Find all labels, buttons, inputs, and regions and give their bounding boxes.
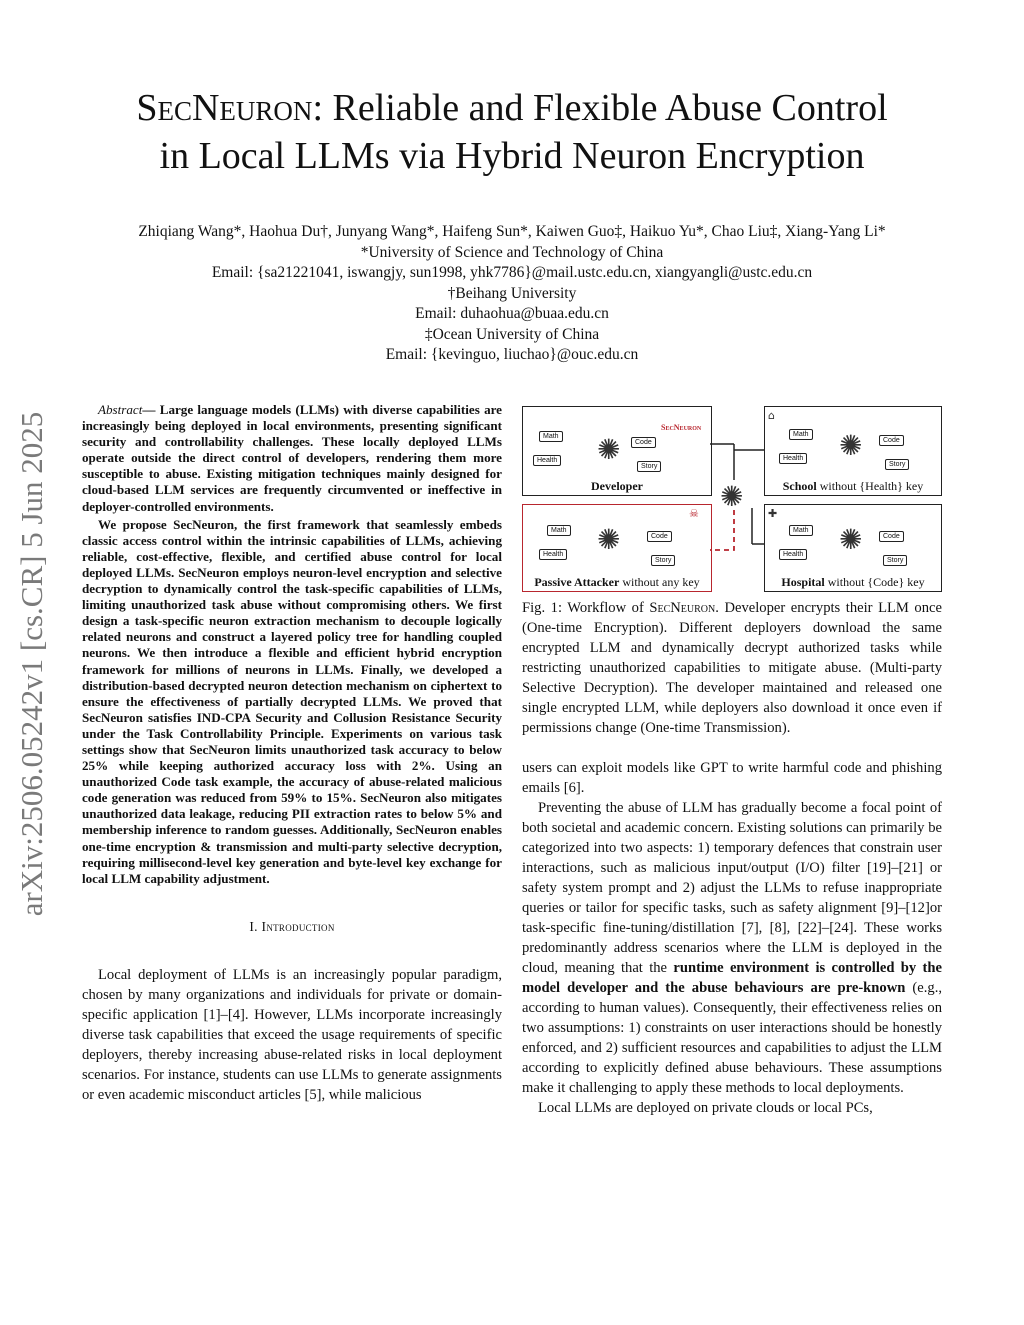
- llm-knot-icon: ✺: [597, 433, 621, 466]
- school-task-health: Health: [779, 453, 807, 464]
- section-title: Introduction: [261, 918, 335, 934]
- llm-knot-icon: ✺: [839, 523, 863, 556]
- developer-panel: [522, 406, 712, 496]
- figure-caption: [522, 598, 942, 738]
- arxiv-stamp: arXiv:2506.05242v1 [cs.CR] 5 Jun 2025: [14, 411, 49, 917]
- email-1: Email: {sa21221041, iswangjy, sun1998, yhk7786}@mail.ustc.edu.cn, xiangyangli@ustc.edu.cn: [211, 264, 813, 281]
- attacker-task-code: Code: [647, 531, 672, 542]
- title-line2: in Local LLMs via Hybrid Neuron Encryption: [159, 135, 865, 177]
- school-task-math: Math: [789, 429, 813, 440]
- email-3: Email: {kevinguo, liuchao}@ouc.edu.cn: [385, 346, 639, 363]
- right-column: [522, 598, 942, 1118]
- author-names: Zhiqiang Wang*, Haohua Du†, Junyang Wang*, Haifeng Sun*, Kaiwen Guo‡, Haikuo Yu*, Chao Liu‡, Xiang-Yang Li*: [138, 223, 886, 240]
- attacker-task-math: Math: [547, 525, 571, 536]
- school-rest: without {Health} key: [816, 479, 924, 493]
- caption-text: . Developer encrypts their LLM once (One-time Encryption). Different deployers download the same encrypted LLM and dynamically decrypt authorized tasks while restricting unauthorized capabilities to mitigate abuse. (Multi-party Selective Decryption). The developer maintained and released one single encrypted LLM, while deployers also download it once even if permissions change (One-time Transmission).: [522, 600, 942, 736]
- abstract-p2: We propose SecNeuron, the first framework that seamlessly embeds classic access control within the intrinsic capabilities of LLMs, achieving reliable, cost-effective, flexible, and certified abuse control for local deployed LLMs. SecNeuron employs neuron-level encryption and selective decryption to dynamically control the task-specific capabilities of LLMs, limiting unauthorized task abuse without compromising others. We first design a task-specific neuron extraction mechanism to decouple logically related neurons and construct a layered policy tree for handling coupled neurons. We then introduce a flexible and efficient hybrid encryption framework for millions of neurons in LLMs. Finally, we developed a distribution-based decrypted neuron detection mechanism on ciphertext to ensure the effectiveness of partially decrypted LLMs. We proved that SecNeuron satisfies IND-CPA Security and Collusion Resistance Security under the Task Controllability Principle. Experiments on various task settings show that SecNeuron limits unauthorized task accuracy to below 25% while keeping authorized accuracy loss with 2%. Using an unauthorized Code task example, the accuracy of abuse-related malicious code generation was reduced from 59% to 15%. SecNeuron also mitigates unauthorized data leakage, reducing PII extraction rates to below 5% and membership inference to random guesses. Additionally, SecNeuron enables one-time encryption & transmission and multi-party selective decryption, requiring millisecond-level key generation and byte-level key exchange for local LLM capability adjustment.: [82, 516, 502, 886]
- caption-label: Fig. 1: Workflow of: [522, 600, 650, 616]
- school-panel: [764, 406, 942, 496]
- attacker-task-health: Health: [539, 549, 567, 560]
- hospital-caption: [765, 575, 941, 590]
- school-task-story: Story: [885, 459, 909, 470]
- attacker-task-story: Story: [651, 555, 675, 566]
- attacker-rest: without any key: [619, 575, 700, 589]
- left-column: [82, 402, 502, 1105]
- p2-b: (e.g., according to human values). Consequently, their effectiveness relies on two assumptions: 1) constraints on user interactions should be honestly enforced, and 2) sufficient resources and capabilities to adjust the LLM according to explicitly defined abuse behaviours. These assumptions make it challenging to apply these methods to local deployments.: [522, 980, 942, 1096]
- author-block: [60, 222, 964, 366]
- attacker-caption: [523, 575, 711, 590]
- figure-1: [522, 404, 944, 592]
- affiliation-1: *University of Science and Technology of China: [360, 243, 664, 261]
- school-caption: [765, 479, 941, 494]
- hospital-task-math: Math: [789, 525, 813, 536]
- school-label: School: [782, 479, 817, 493]
- developer-label: Developer: [591, 479, 643, 493]
- attacker-panel: [522, 504, 712, 592]
- task-code: Code: [631, 437, 656, 448]
- hospital-task-story: Story: [883, 555, 907, 566]
- school-task-code: Code: [879, 435, 904, 446]
- paper-title: [60, 84, 964, 180]
- encrypted-llm-icon: ✺: [720, 480, 744, 513]
- hospital-rest: without {Code} key: [824, 575, 925, 589]
- p2-bold: runtime environment is controlled by the model developer and the abuse behaviours are pre-known: [522, 960, 943, 996]
- hospital-icon: ✚: [768, 507, 778, 520]
- affiliation-2: †Beihang University: [447, 284, 577, 302]
- school-icon: ⌂: [768, 409, 775, 422]
- task-story: Story: [637, 461, 661, 472]
- intro-paragraph-3: Local LLMs are deployed on private clouds or local PCs,: [538, 1100, 873, 1116]
- abstract-p1: [82, 402, 502, 515]
- attacker-icon: ☠: [689, 507, 699, 520]
- hospital-task-code: Code: [879, 531, 904, 542]
- task-health: Health: [533, 455, 561, 466]
- abstract-text-1: — Large language models (LLMs) with diverse capabilities are increasingly being deployed in local environments, presenting significant security and controllability challenges. These locally deployed LLMs operate outside the direct control of developers, rendering them more susceptible to abuse. Existing mitigation techniques mainly designed for cloud-based LLM services are frequently circumvented or ineffective in deployer-controlled environments.: [82, 402, 502, 514]
- arrow-to-attacker: [710, 510, 734, 550]
- p2-a: Preventing the abuse of LLM has gradually become a focal point of both societal and academic concern. Existing solutions can primarily be categorized into two aspects: 1) temporary defences that constrain user interactions, such as malicious input/output (I/O) filter [19]–[21] or safety system prompt and 2) adjust the LLMs to refuse inappropriate queries or tailor for specific tasks, such as safety alignment [9]–[12]or task-specific fine-tuning/distillation [7], [8], [22]–[24]. These works predominantly address scenarios where the LLM is deployed in the cloud, meaning that the: [522, 800, 942, 976]
- task-math: Math: [539, 431, 563, 442]
- email-2: Email: duhaohua@buaa.edu.cn: [415, 305, 609, 322]
- section-heading: [82, 917, 502, 937]
- title-sc: SecNeuron: [136, 87, 313, 129]
- intro-paragraph-cont: users can exploit models like GPT to write harmful code and phishing emails [6].: [522, 760, 942, 796]
- intro-paragraph-1: Local deployment of LLMs is an increasingly popular paradigm, chosen by many organizations and individuals for private or domain-specific application [1]–[4]. However, LLMs incorporate increasingly diverse task capabilities that exceed the usage requirements of specific deployers, thereby increasing abuse-related risks in local deployment scenarios. For instance, students can use LLMs to generate assignments or even academic misconduct articles [5], while malicious: [82, 966, 502, 1103]
- caption-sc: SecNeuron: [649, 600, 716, 616]
- llm-knot-icon: ✺: [839, 429, 863, 462]
- llm-knot-icon: ✺: [597, 523, 621, 556]
- hospital-label: Hospital: [781, 575, 825, 589]
- affiliation-3: ‡Ocean University of China: [424, 325, 600, 343]
- attacker-label: Passive Attacker: [534, 575, 620, 589]
- hospital-task-health: Health: [779, 549, 807, 560]
- title-line1-rest: : Reliable and Flexible Abuse Control: [312, 87, 888, 129]
- section-number: I.: [249, 918, 258, 934]
- abstract-label: Abstract: [98, 402, 143, 417]
- figure-brand: SecNeuron: [661, 423, 702, 432]
- hospital-panel: [764, 504, 942, 592]
- intro-paragraph-2: [522, 798, 942, 1098]
